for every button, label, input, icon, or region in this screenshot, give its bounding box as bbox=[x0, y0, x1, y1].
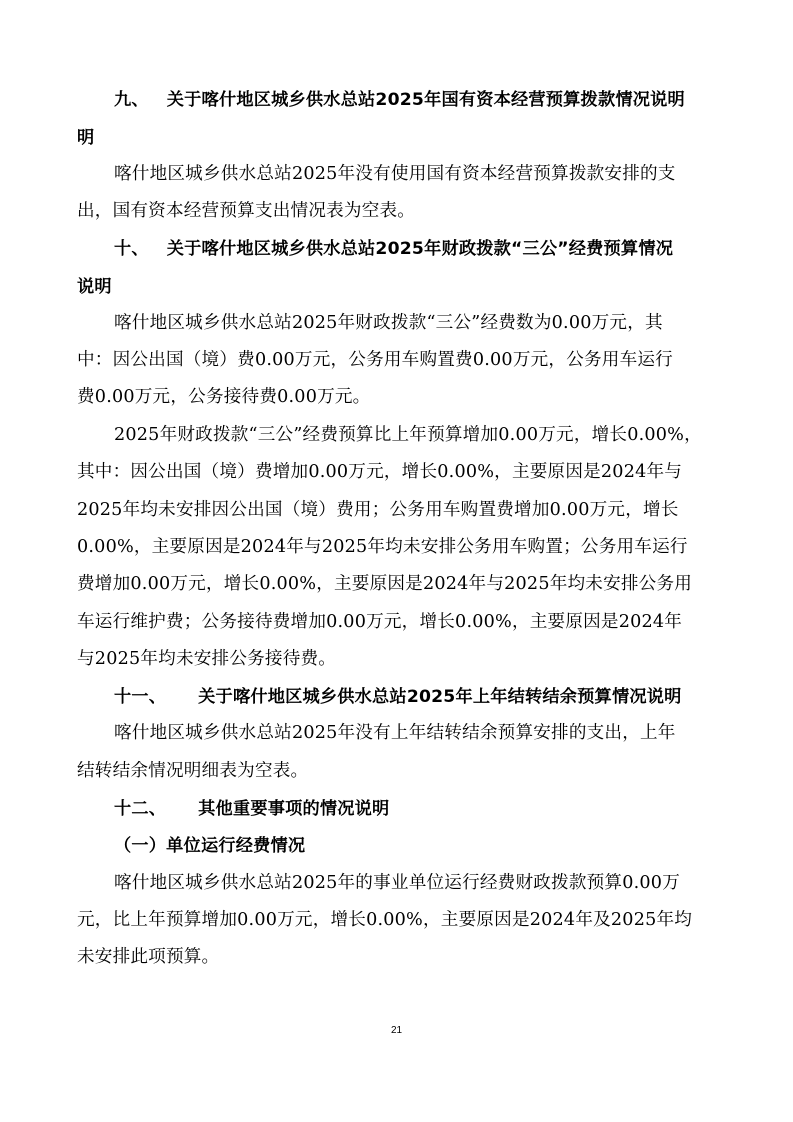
section-10-para2-line: 与2025年均未安排公务接待费。 bbox=[77, 649, 337, 669]
section-9-para-line: 出，国有资本经营预算支出情况表为空表。 bbox=[77, 201, 416, 221]
section-9-para-line: 喀什地区城乡供水总站2025年没有使用国有资本经营预算拨款安排的支 bbox=[114, 164, 676, 184]
section-9-heading bbox=[114, 89, 685, 111]
section-11-number: 十一、 bbox=[114, 687, 167, 707]
section-11-title: 关于喀什地区城乡供水总站2025年上年结转结余预算情况说明 bbox=[198, 687, 682, 707]
section-10-para1-line: 喀什地区城乡供水总站2025年财政拨款“三公”经费数为0.00万元，其 bbox=[114, 313, 663, 333]
subsection-1-para-line: 喀什地区城乡供水总站2025年的事业单位运行经费财政拨款预算0.00万 bbox=[114, 873, 680, 893]
section-9-heading-cont: 明 bbox=[77, 128, 95, 148]
section-12-number: 十二、 bbox=[114, 799, 167, 819]
section-10-number: 十、 bbox=[114, 239, 149, 259]
section-10-title: 关于喀什地区城乡供水总站2025年财政拨款“三公”经费预算情况 bbox=[166, 239, 674, 259]
section-11-para-line: 喀什地区城乡供水总站2025年没有上年结转结余预算安排的支出，上年 bbox=[114, 723, 676, 743]
subsection-1-heading: （一）单位运行经费情况 bbox=[114, 836, 306, 856]
section-10-heading-cont: 说明 bbox=[77, 277, 112, 297]
section-11-heading bbox=[114, 686, 682, 708]
page-number: 21 bbox=[390, 1025, 403, 1036]
section-10-para1-line: 费0.00万元，公务接待费0.00万元。 bbox=[77, 387, 371, 407]
section-12-heading bbox=[114, 798, 389, 820]
section-10-para2-line: 费增加0.00万元，增长0.00%，主要原因是2024年与2025年均未安排公务用 bbox=[77, 574, 693, 594]
subsection-1-para-line: 元，比上年预算增加0.00万元，增长0.00%，主要原因是2024年及2025年均 bbox=[77, 910, 693, 930]
section-10-heading bbox=[114, 238, 673, 260]
section-10-para2-line: 2025年财政拨款“三公”经费预算比上年预算增加0.00万元，增长0.00%， bbox=[114, 425, 702, 445]
section-10-para2-line: 其中：因公出国（境）费增加0.00万元，增长0.00%，主要原因是2024年与 bbox=[77, 462, 683, 482]
section-9-title: 关于喀什地区城乡供水总站2025年国有资本经营预算拨款情况说明 bbox=[166, 90, 685, 110]
section-10-para1-line: 中：因公出国（境）费0.00万元，公务用车购置费0.00万元，公务用车运行 bbox=[77, 350, 673, 370]
subsection-1-para-line: 未安排此项预算。 bbox=[77, 947, 220, 967]
section-10-para2-line: 2025年均未安排因公出国（境）费用；公务用车购置费增加0.00万元，增长 bbox=[77, 500, 679, 520]
section-11-para-line: 结转结余情况明细表为空表。 bbox=[77, 761, 309, 781]
section-10-para2-line: 0.00%，主要原因是2024年与2025年均未安排公务用车购置；公务用车运行 bbox=[77, 537, 688, 557]
section-9-number: 九、 bbox=[114, 90, 149, 110]
section-10-para2-line: 车运行维护费；公务接待费增加0.00万元，增长0.00%，主要原因是2024年 bbox=[77, 612, 683, 632]
section-12-title: 其他重要事项的情况说明 bbox=[198, 799, 390, 819]
